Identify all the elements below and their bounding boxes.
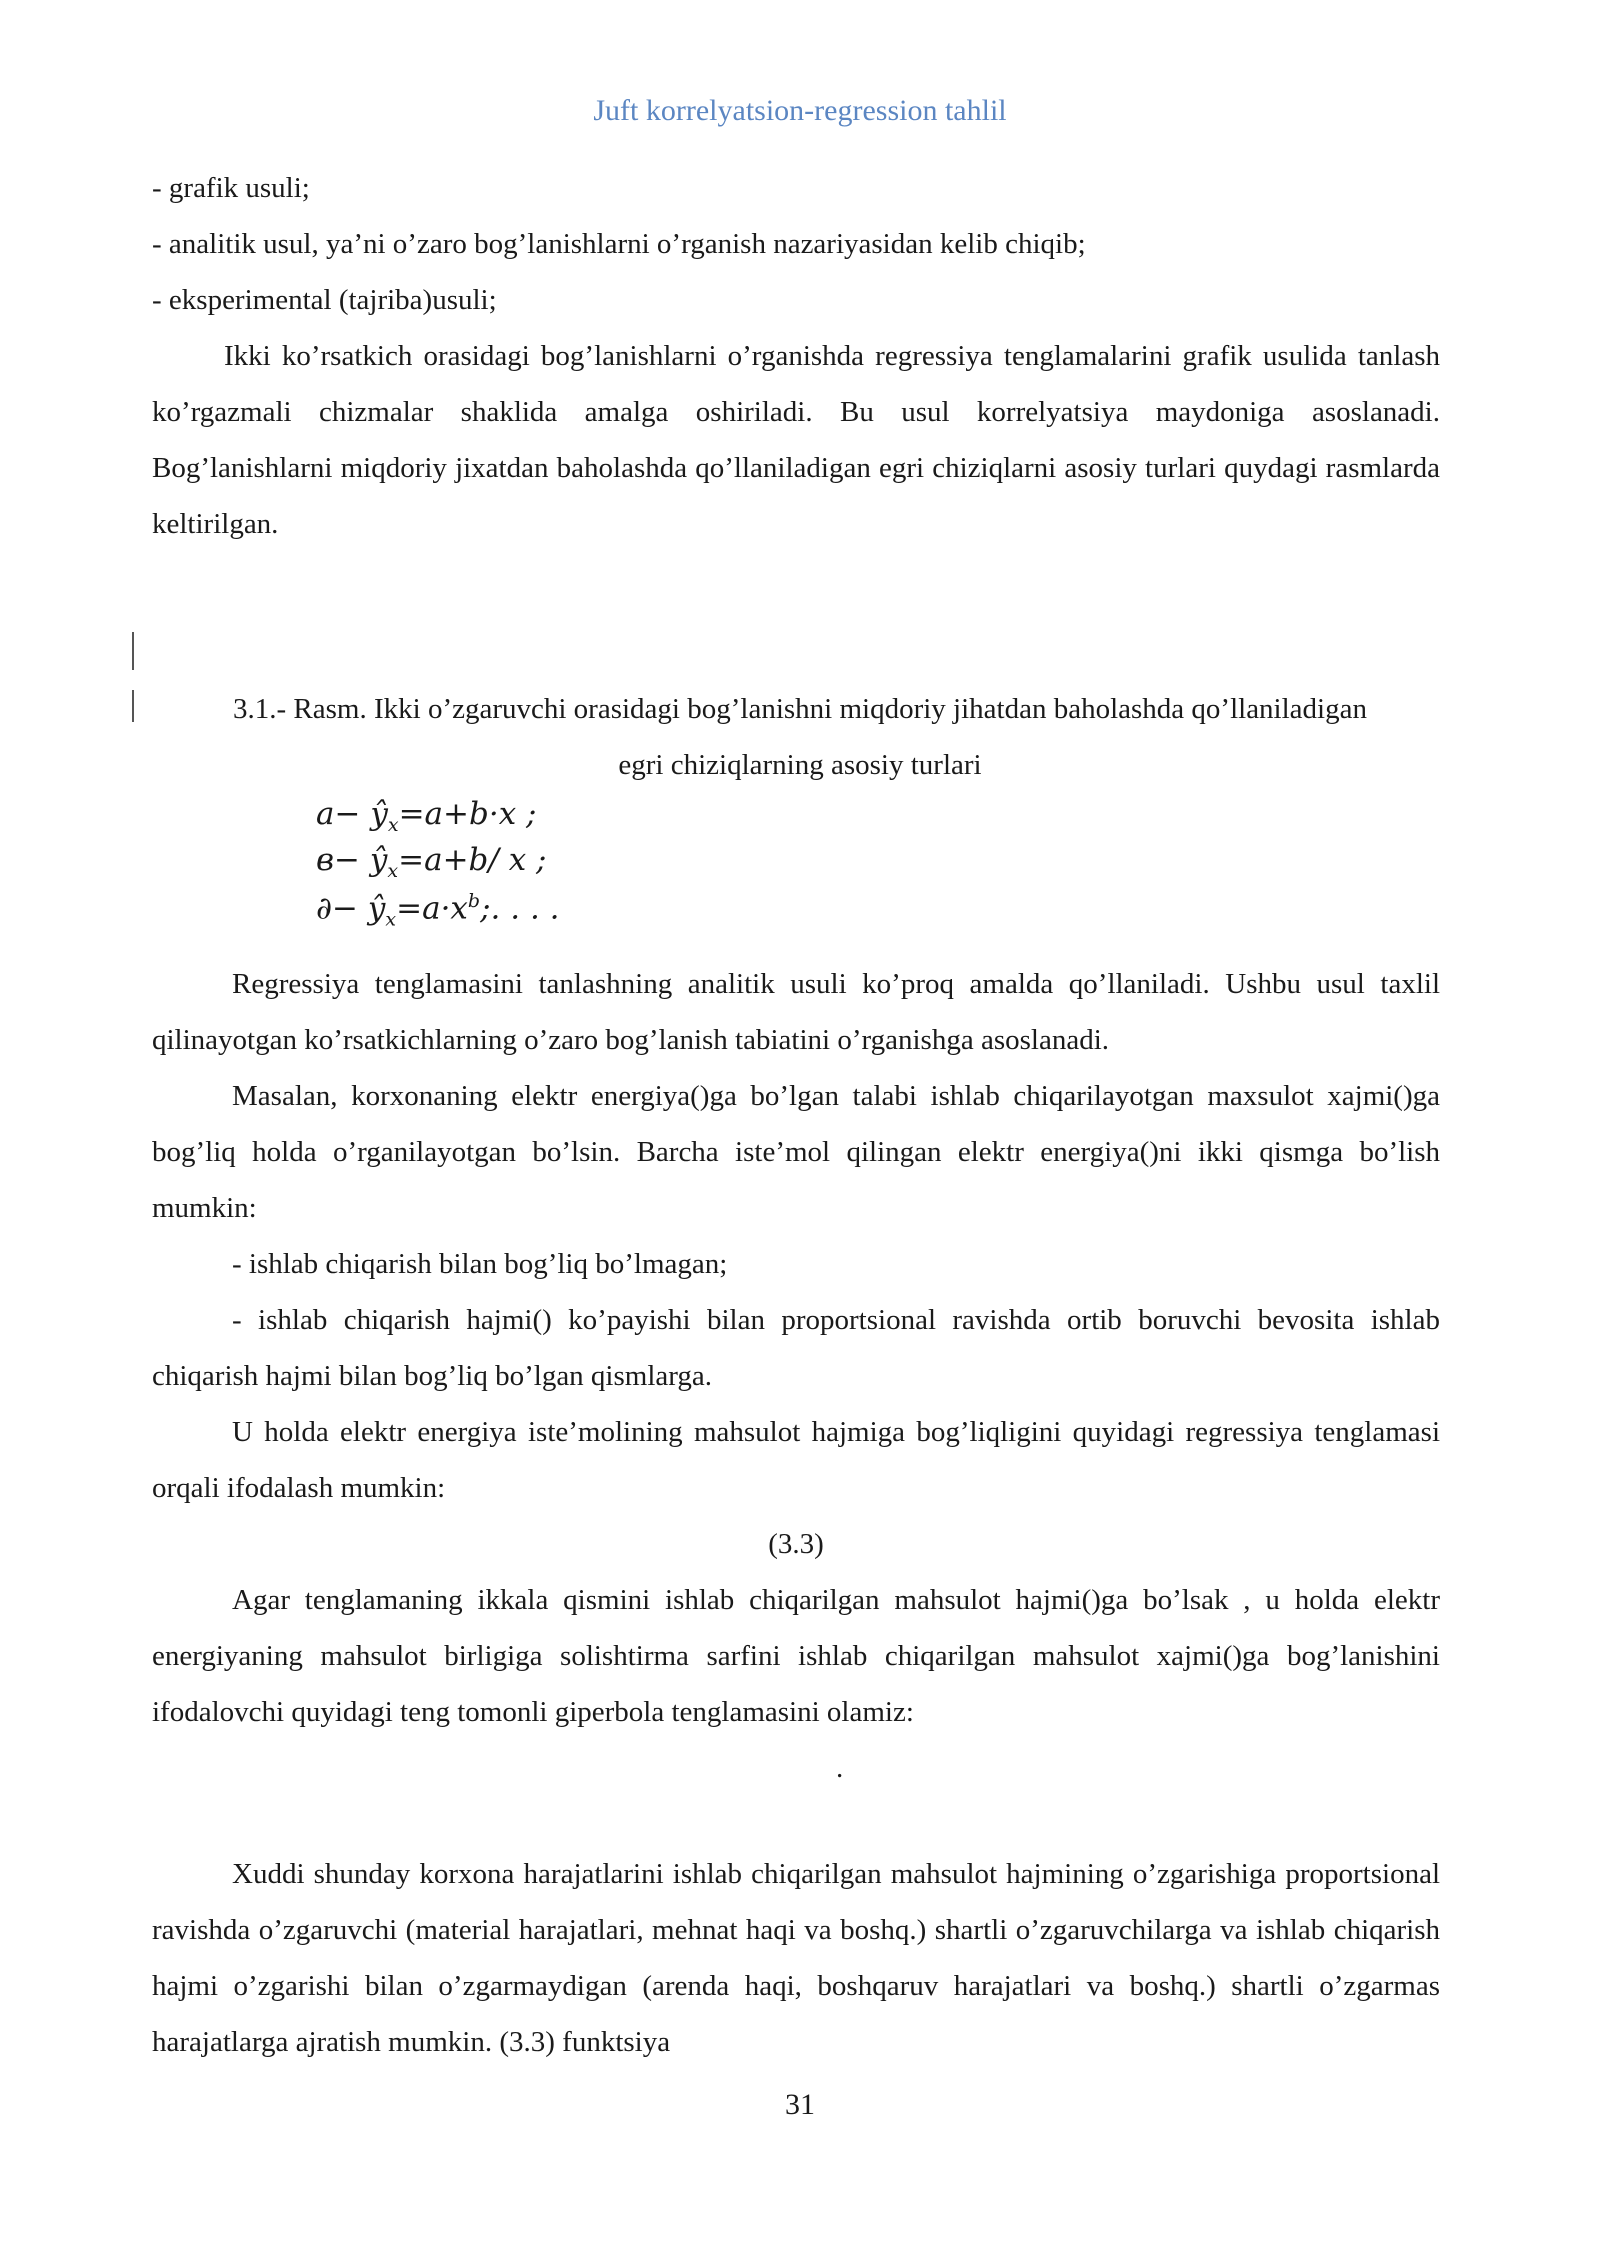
equation-number: (3.3) xyxy=(768,1528,824,1560)
caption-line-2: egri chiziqlarning asosiy turlari xyxy=(618,749,982,781)
main-body xyxy=(152,956,1440,1740)
change-bar xyxy=(132,690,134,722)
list-item-eksperimental: - eksperimental (tajriba)usuli; xyxy=(152,284,497,316)
page-number: 31 xyxy=(785,2088,815,2121)
paragraph-masalan: Masalan, korxonaning elektr energiya()ga bo’lgan talabi ishlab chiqarilayotgan maxsulot xajmi()ga bog’liq holda o’rganilayotgan bo’lsin. Barcha iste’mol qilingan elektr energiya()ni ikki qismga bo’lish mumkin: xyxy=(152,1080,1440,1224)
list-item-analitik: - analitik usul, ya’ni o’zaro bog’lanishlarni o’rganish nazariyasidan kelib chiqib; xyxy=(152,228,1086,260)
caption-line-1: 3.1.- Rasm. Ikki o’zgaruvchi orasidagi bog’lanishni miqdoriy jihatdan baholashda qo’llaniladigan xyxy=(233,693,1367,725)
paragraph-grafik-usul: Ikki ko’rsatkich orasidagi bog’lanishlarni o’rganishda regressiya tenglamalarini grafik usulida tanlash ko’rgazmali chizmalar shaklida amalga oshiriladi. Bu usul korrelyatsiya maydoniga asoslanadi. Bog’lanishlarni miqdoriy jixatdan baholashda qo’llaniladigan egri chiziqlarni asosiy turlari quydagi rasmlarda keltirilgan. xyxy=(152,340,1440,540)
formula-linear: $a- ŷ_x=a+b\cdot x$ ; xyxy=(316,796,537,837)
equation-placeholder: . xyxy=(836,1752,844,1784)
paragraph-u-holda: U holda elektr energiya iste’molining mahsulot hajmiga bog’liqligini quyidagi regressiya tenglamasi orqali ifodalash mumkin: xyxy=(152,1416,1440,1504)
list-item-grafik: - grafik usuli; xyxy=(152,172,310,204)
list-item-bevosita: - ishlab chiqarish hajmi() ko’payishi bilan proportsional ravishda ortib boruvchi bevosita ishlab chiqarish hajmi bilan bog’liq bo’lgan qismlarga. xyxy=(152,1304,1440,1392)
paragraph-analitik: Regressiya tenglamasini tanlashning analitik usuli ko’proq amalda qo’llaniladi. Ushbu usul taxlil qilinayotgan ko’rsatkichlarning o’zaro bog’lanish tabiatini o’rganishga asoslanadi. xyxy=(152,968,1440,1056)
paragraph-xuddi-shunday: Xuddi shunday korxona harajatlarini ishlab chiqarilgan mahsulot hajmining o’zgarishiga proportsional ravishda o’zgaruvchi (material harajatlari, mehnat haqi va boshq.) shartli o’zgaruvchilarga va ishlab chiqarish hajmi o’zgarishi bilan o’zgarmaydigan (arenda haqi, boshqaruv harajatlari va boshq.) shartli o’zgarmas harajatlarga ajratish mumkin. (3.3) funktsiya xyxy=(152,1858,1440,2058)
figure-caption xyxy=(160,681,1440,793)
paragraph-agar: Agar tenglamaning ikkala qismini ishlab chiqarilgan mahsulot hajmi()ga bo’lsak , u holda elektr energiyaning mahsulot birligiga solishtirma sarfini ishlab chiqarilgan mahsulot xajmi()ga bog’lanishini ifodalovchi quyidagi teng tomonli giperbola tenglamasini olamiz: xyxy=(152,1584,1440,1728)
formula-power: ∂− $ŷ_x=a\cdot x^b$;. . . . xyxy=(316,890,560,931)
change-bar xyxy=(132,632,134,670)
closing-body xyxy=(152,1846,1440,2070)
running-header: Juft korrelyatsion-regression tahlil xyxy=(593,94,1007,127)
list-item-bogliq-emas: - ishlab chiqarish bilan bog’liq bo’lmagan; xyxy=(232,1248,728,1280)
top-list xyxy=(152,160,1440,552)
formula-hyperbola: $в- ŷ_x=a+b/$ x ; xyxy=(316,842,547,883)
